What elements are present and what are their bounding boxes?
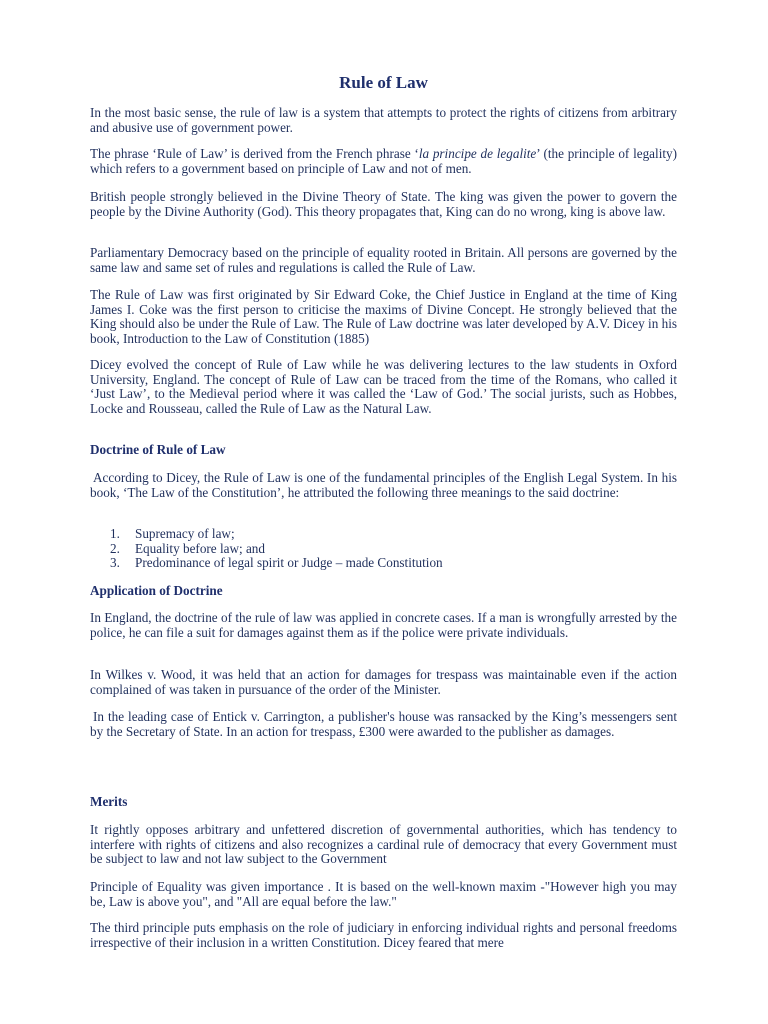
- list-item: 2. Equality before law; and: [110, 540, 265, 556]
- document-title: Rule of Law: [339, 73, 428, 92]
- paragraph-intro: In the most basic sense, the rule of law is a system that attempts to protect the rights of citizens from arbitrary and abusive use of government power.: [90, 105, 677, 135]
- heading-merits: Merits: [90, 794, 128, 809]
- phrase-origin-text-end: ’ (the principle of legality) which refers to a government based on principle of Law and not of men.: [90, 146, 678, 176]
- paragraph-edward-coke: The Rule of Law was first originated by Sir Edward Coke, the Chief Justice in England at the time of King James I. Coke was the first person to criticise the maxims of Divine Concept. He strongly believed that the King should also be under the Rule of Law. The Rule of Law doctrine was later developed by A.V. Dicey in his book, Introduction to the Law of Constitution (1885): [90, 287, 677, 346]
- paragraph-merit-judiciary: The third principle puts emphasis on the role of judiciary in enforcing individual rights and personal freedoms irrespective of their inclusion in a written Constitution. Dicey feared that mere: [90, 920, 677, 950]
- paragraph-dicey-evolution: Dicey evolved the concept of Rule of Law while he was delivering lectures to the law students in Oxford University, England. The concept of Rule of Law can be traced from the time of the Romans, who called it ‘Just Law’, to the Medieval period where it was called the ‘Law of God.’ The social jurists, such as Hobbes, Locke and Rousseau, called the Rule of Law as the Natural Law.: [90, 357, 677, 416]
- paragraph-phrase-origin: [90, 147, 677, 176]
- heading-doctrine: Doctrine of Rule of Law: [90, 442, 226, 457]
- heading-application: Application of Doctrine: [90, 583, 223, 598]
- paragraph-merit-equality: Principle of Equality was given importance . It is based on the well-known maxim -"However high you may be, Law is above you", and "All are equal before the law.": [90, 879, 677, 909]
- phrase-origin-text-start: The phrase ‘Rule of Law’ is derived from the French phrase ‘: [90, 146, 419, 161]
- meanings-list: [110, 527, 443, 571]
- french-phrase: la principe de legalite: [418, 146, 537, 161]
- paragraph-dicey-meanings: According to Dicey, the Rule of Law is one of the fundamental principles of the English Legal System. In his book, ‘The Law of the Constitution’, he attributed the following three meanings to the said doctrine:: [90, 470, 677, 500]
- paragraph-merit-arbitrary: It rightly opposes arbitrary and unfettered discretion of governmental authorities, which has tendency to interfere with rights of citizens and also recognizes a cardinal rule of democracy that every Government must be subject to law and not law subject to the Government: [90, 822, 677, 867]
- paragraph-wilkes-wood: In Wilkes v. Wood, it was held that an action for damages for trespass was maintainable even if the action complained of was taken in pursuance of the order of the Minister.: [90, 667, 677, 697]
- paragraph-divine-theory: British people strongly believed in the Divine Theory of State. The king was given the power to govern the people by the Divine Authority (God). This theory propagates that, King can do no wrong, king is above law.: [90, 189, 677, 219]
- paragraph-england-cases: In England, the doctrine of the rule of law was applied in concrete cases. If a man is wrongfully arrested by the police, he can file a suit for damages against them as if the police were private individuals.: [90, 610, 677, 640]
- paragraph-entick-carrington: In the leading case of Entick v. Carrington, a publisher's house was ransacked by the King’s messengers sent by the Secretary of State. In an action for trespass, £300 were awarded to the publisher as damages.: [90, 709, 677, 739]
- paragraph-parliamentary-democracy: Parliamentary Democracy based on the principle of equality rooted in Britain. All persons are governed by the same law and same set of rules and regulations is called the Rule of Law.: [90, 245, 677, 275]
- list-item: 1. Supremacy of law;: [110, 526, 235, 541]
- list-item: 3. Predominance of legal spirit or Judge – made Constitution: [110, 555, 443, 571]
